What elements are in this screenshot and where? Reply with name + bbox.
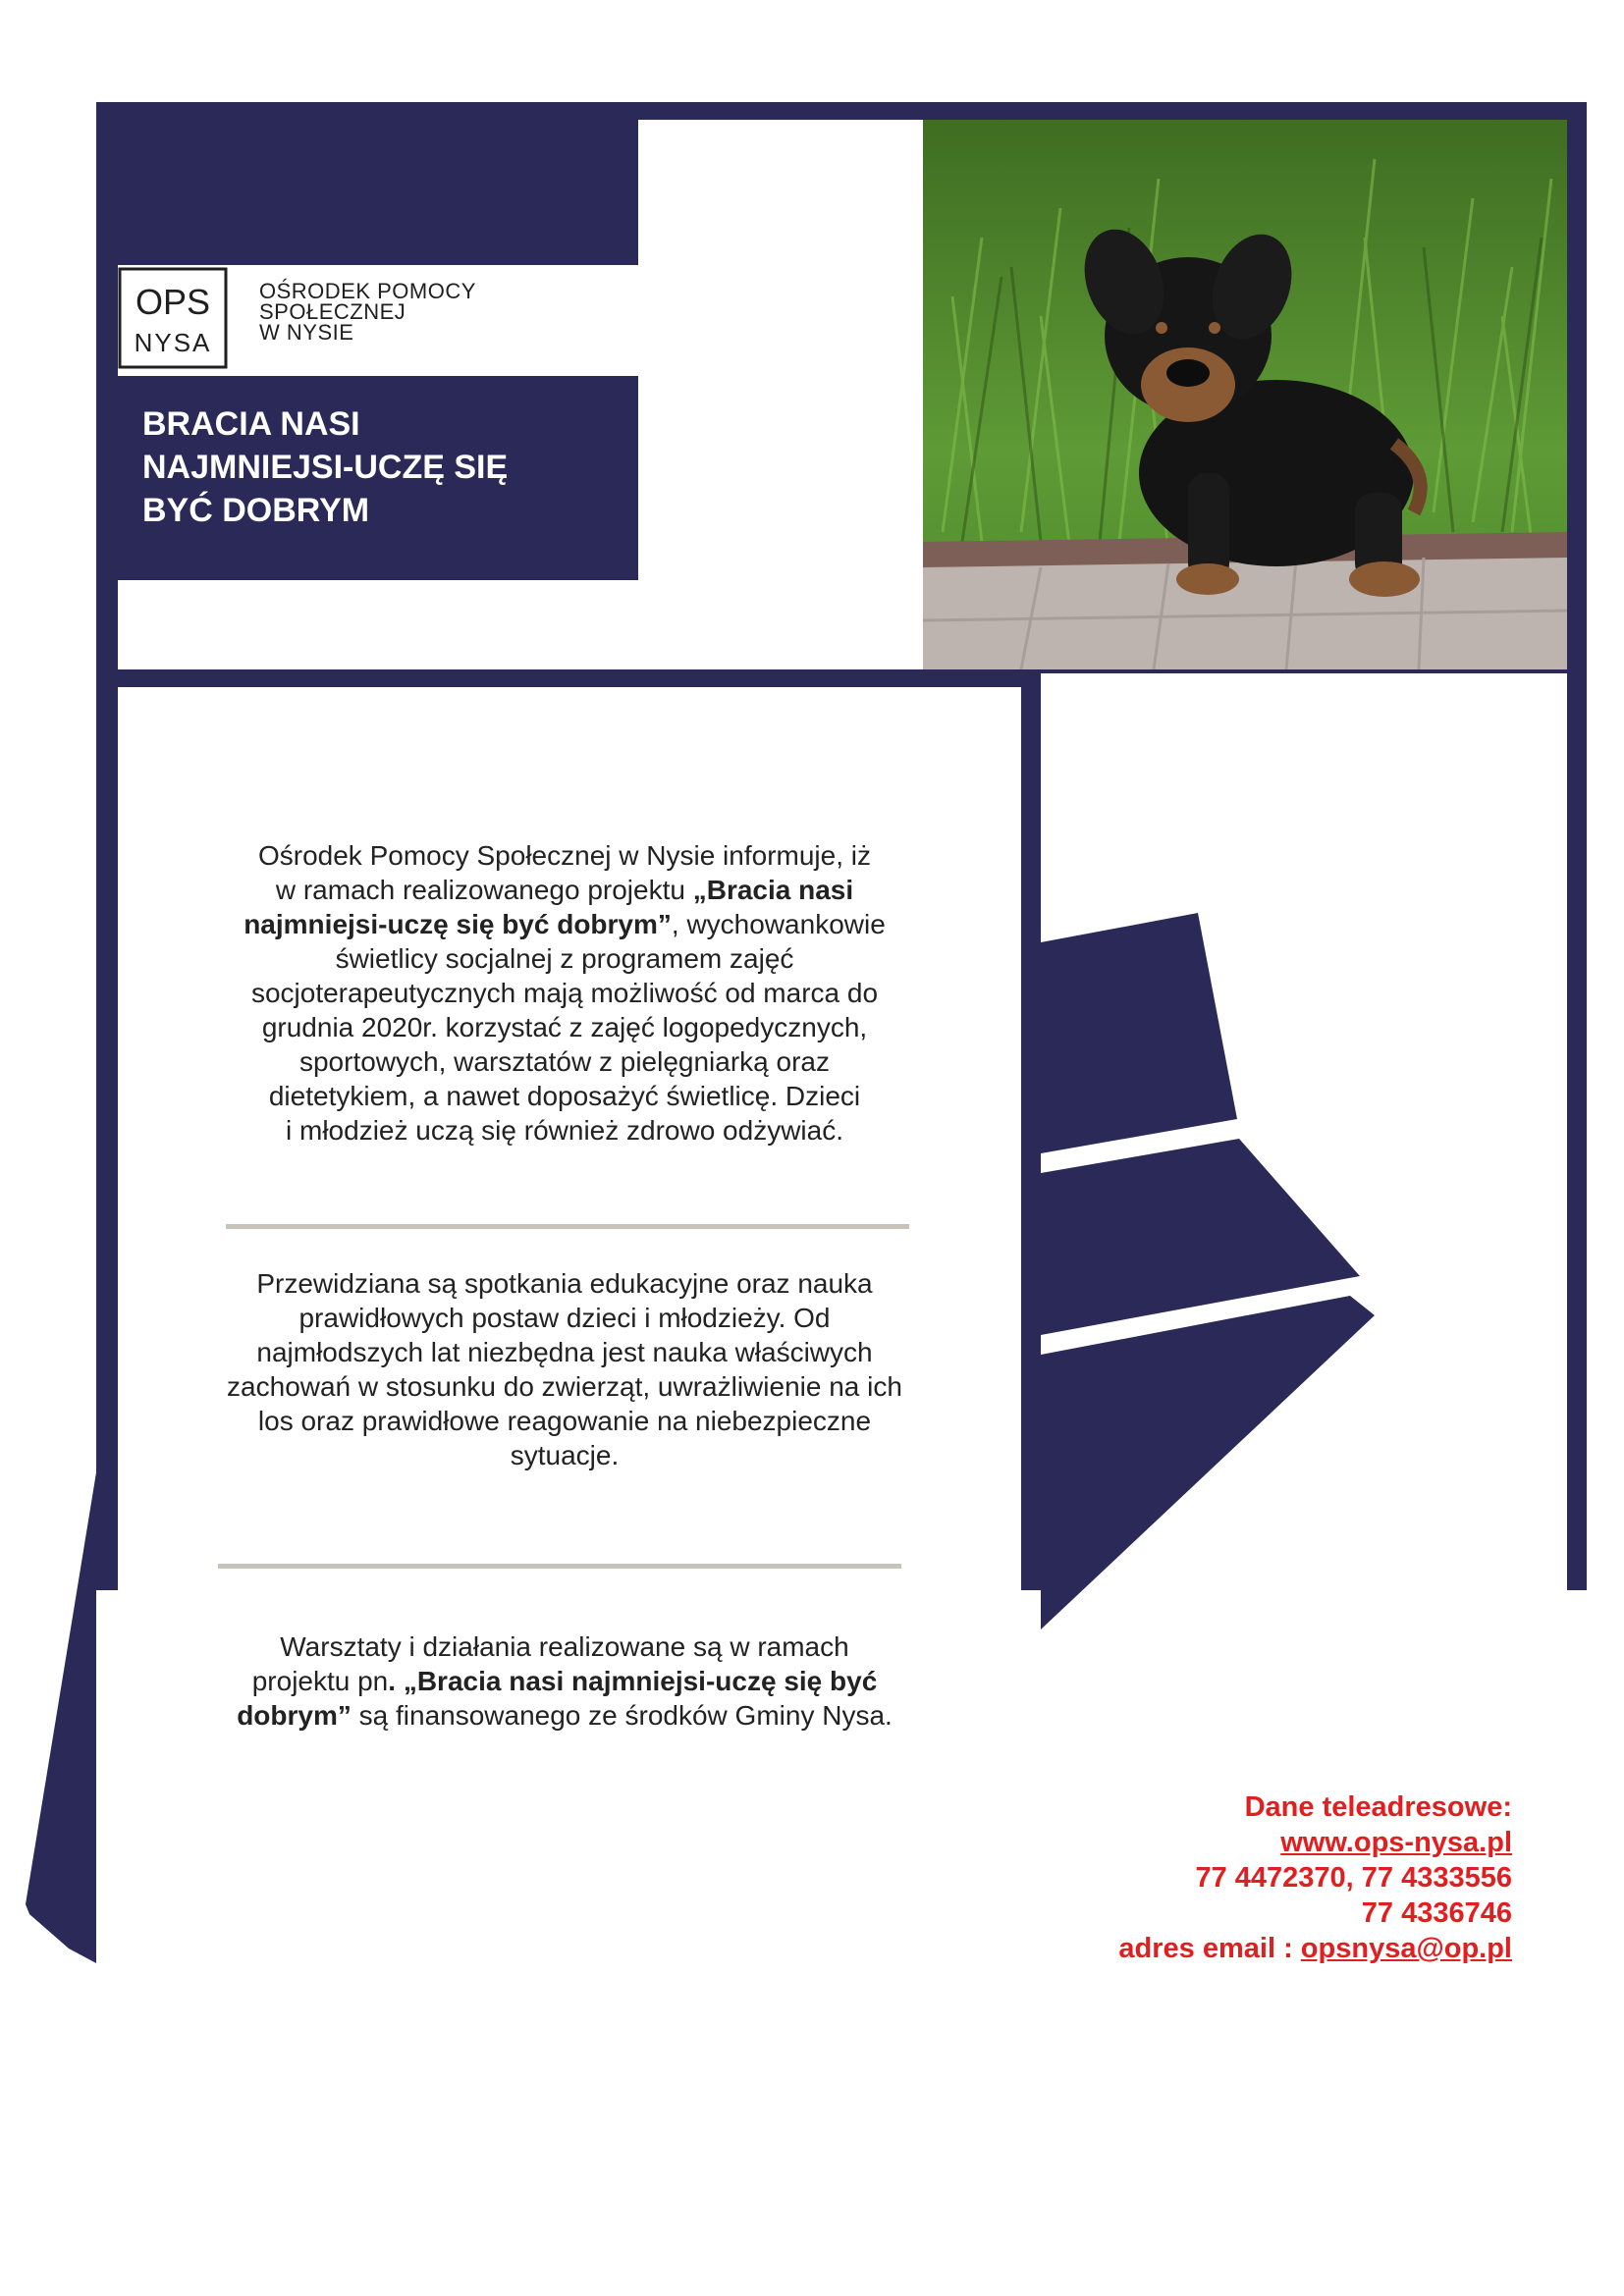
text-line: Przewidziana są spotkania edukacyjne oraz nauka	[256, 1268, 873, 1299]
project-name-bold: dobrym”	[237, 1700, 352, 1731]
title-line: BRACIA NASI	[142, 405, 360, 443]
logo-text-bottom: NYSA	[134, 328, 212, 357]
paragraph-education	[162, 1266, 967, 1472]
title-line: BYĆ DOBRYM	[142, 492, 370, 529]
phone-number: 77 4336746	[1361, 1897, 1512, 1929]
text-line: świetlicy socjalnej z programem zajęć	[335, 943, 794, 974]
section-divider	[226, 1224, 909, 1229]
paragraph-funding	[162, 1629, 967, 1733]
phone-numbers: 77 4472370, 77 4333556	[1195, 1862, 1512, 1894]
text-line: i młodzież uczą się również zdrowo odżywiać.	[286, 1115, 843, 1146]
text-line: Warsztaty i działania realizowane są w ramach	[280, 1631, 849, 1662]
title-line: NAJMNIEJSI-UCZĘ SIĘ	[142, 449, 509, 486]
paragraph-project-info	[162, 838, 967, 1148]
website-link[interactable]: www.ops-nysa.pl	[1280, 1827, 1512, 1858]
text-line: socjoterapeutycznych mają możliwość od marca do	[250, 978, 879, 1008]
text-span: , wychowankowie	[671, 909, 886, 939]
org-name-line: OŚRODEK POMOCY	[259, 279, 476, 303]
text-span: są finansowanego ze środków Gminy Nysa.	[351, 1700, 893, 1731]
logo-text-top: OPS	[135, 282, 211, 322]
text-line: los oraz prawidłowe reagowanie na niebezpieczne	[257, 1406, 872, 1436]
email-link[interactable]: opsnysa@op.pl	[1300, 1933, 1512, 1964]
text-line	[162, 907, 967, 941]
project-name-bold: „Bracia nasi	[692, 875, 854, 905]
text-line	[162, 1664, 967, 1698]
org-name-line: W NYSIE	[259, 320, 354, 345]
project-name-bold: . „Bracia nasi najmniejsi-uczę się być	[388, 1666, 878, 1696]
contact-details	[1041, 1789, 1512, 1966]
section-divider	[218, 1564, 901, 1569]
text-line: sytuacje.	[510, 1440, 620, 1470]
text-line: grudnia 2020r. korzystać z zajęć logopedycznych,	[261, 1012, 868, 1042]
text-line	[162, 1698, 967, 1733]
text-span: w ramach realizowanego projektu	[275, 875, 693, 905]
email-label: adres email :	[1118, 1933, 1301, 1964]
project-name-bold: najmniejsi-uczę się być dobrym”	[244, 909, 672, 939]
text-line: prawidłowych postaw dzieci i młodzieży. Od	[298, 1303, 831, 1333]
text-line: sportowych, warsztatów z pielęgniarką oraz	[298, 1046, 830, 1077]
text-line: zachowań w stosunku do zwierząt, uwrażliwienie na ich	[227, 1371, 902, 1402]
text-line: dietetykiem, a nawet doposażyć świetlicę. Dzieci	[268, 1081, 861, 1111]
text-span: projektu pn	[251, 1666, 389, 1696]
text-line: Ośrodek Pomocy Społecznej w Nysie informuje, iż	[257, 840, 871, 871]
org-name-line: SPOŁECZNEJ	[259, 299, 406, 324]
text-line: najmłodszych lat niezbędna jest nauka właściwych	[256, 1337, 873, 1367]
contact-heading: Dane teleadresowe:	[1244, 1791, 1512, 1823]
text-line	[162, 873, 967, 907]
